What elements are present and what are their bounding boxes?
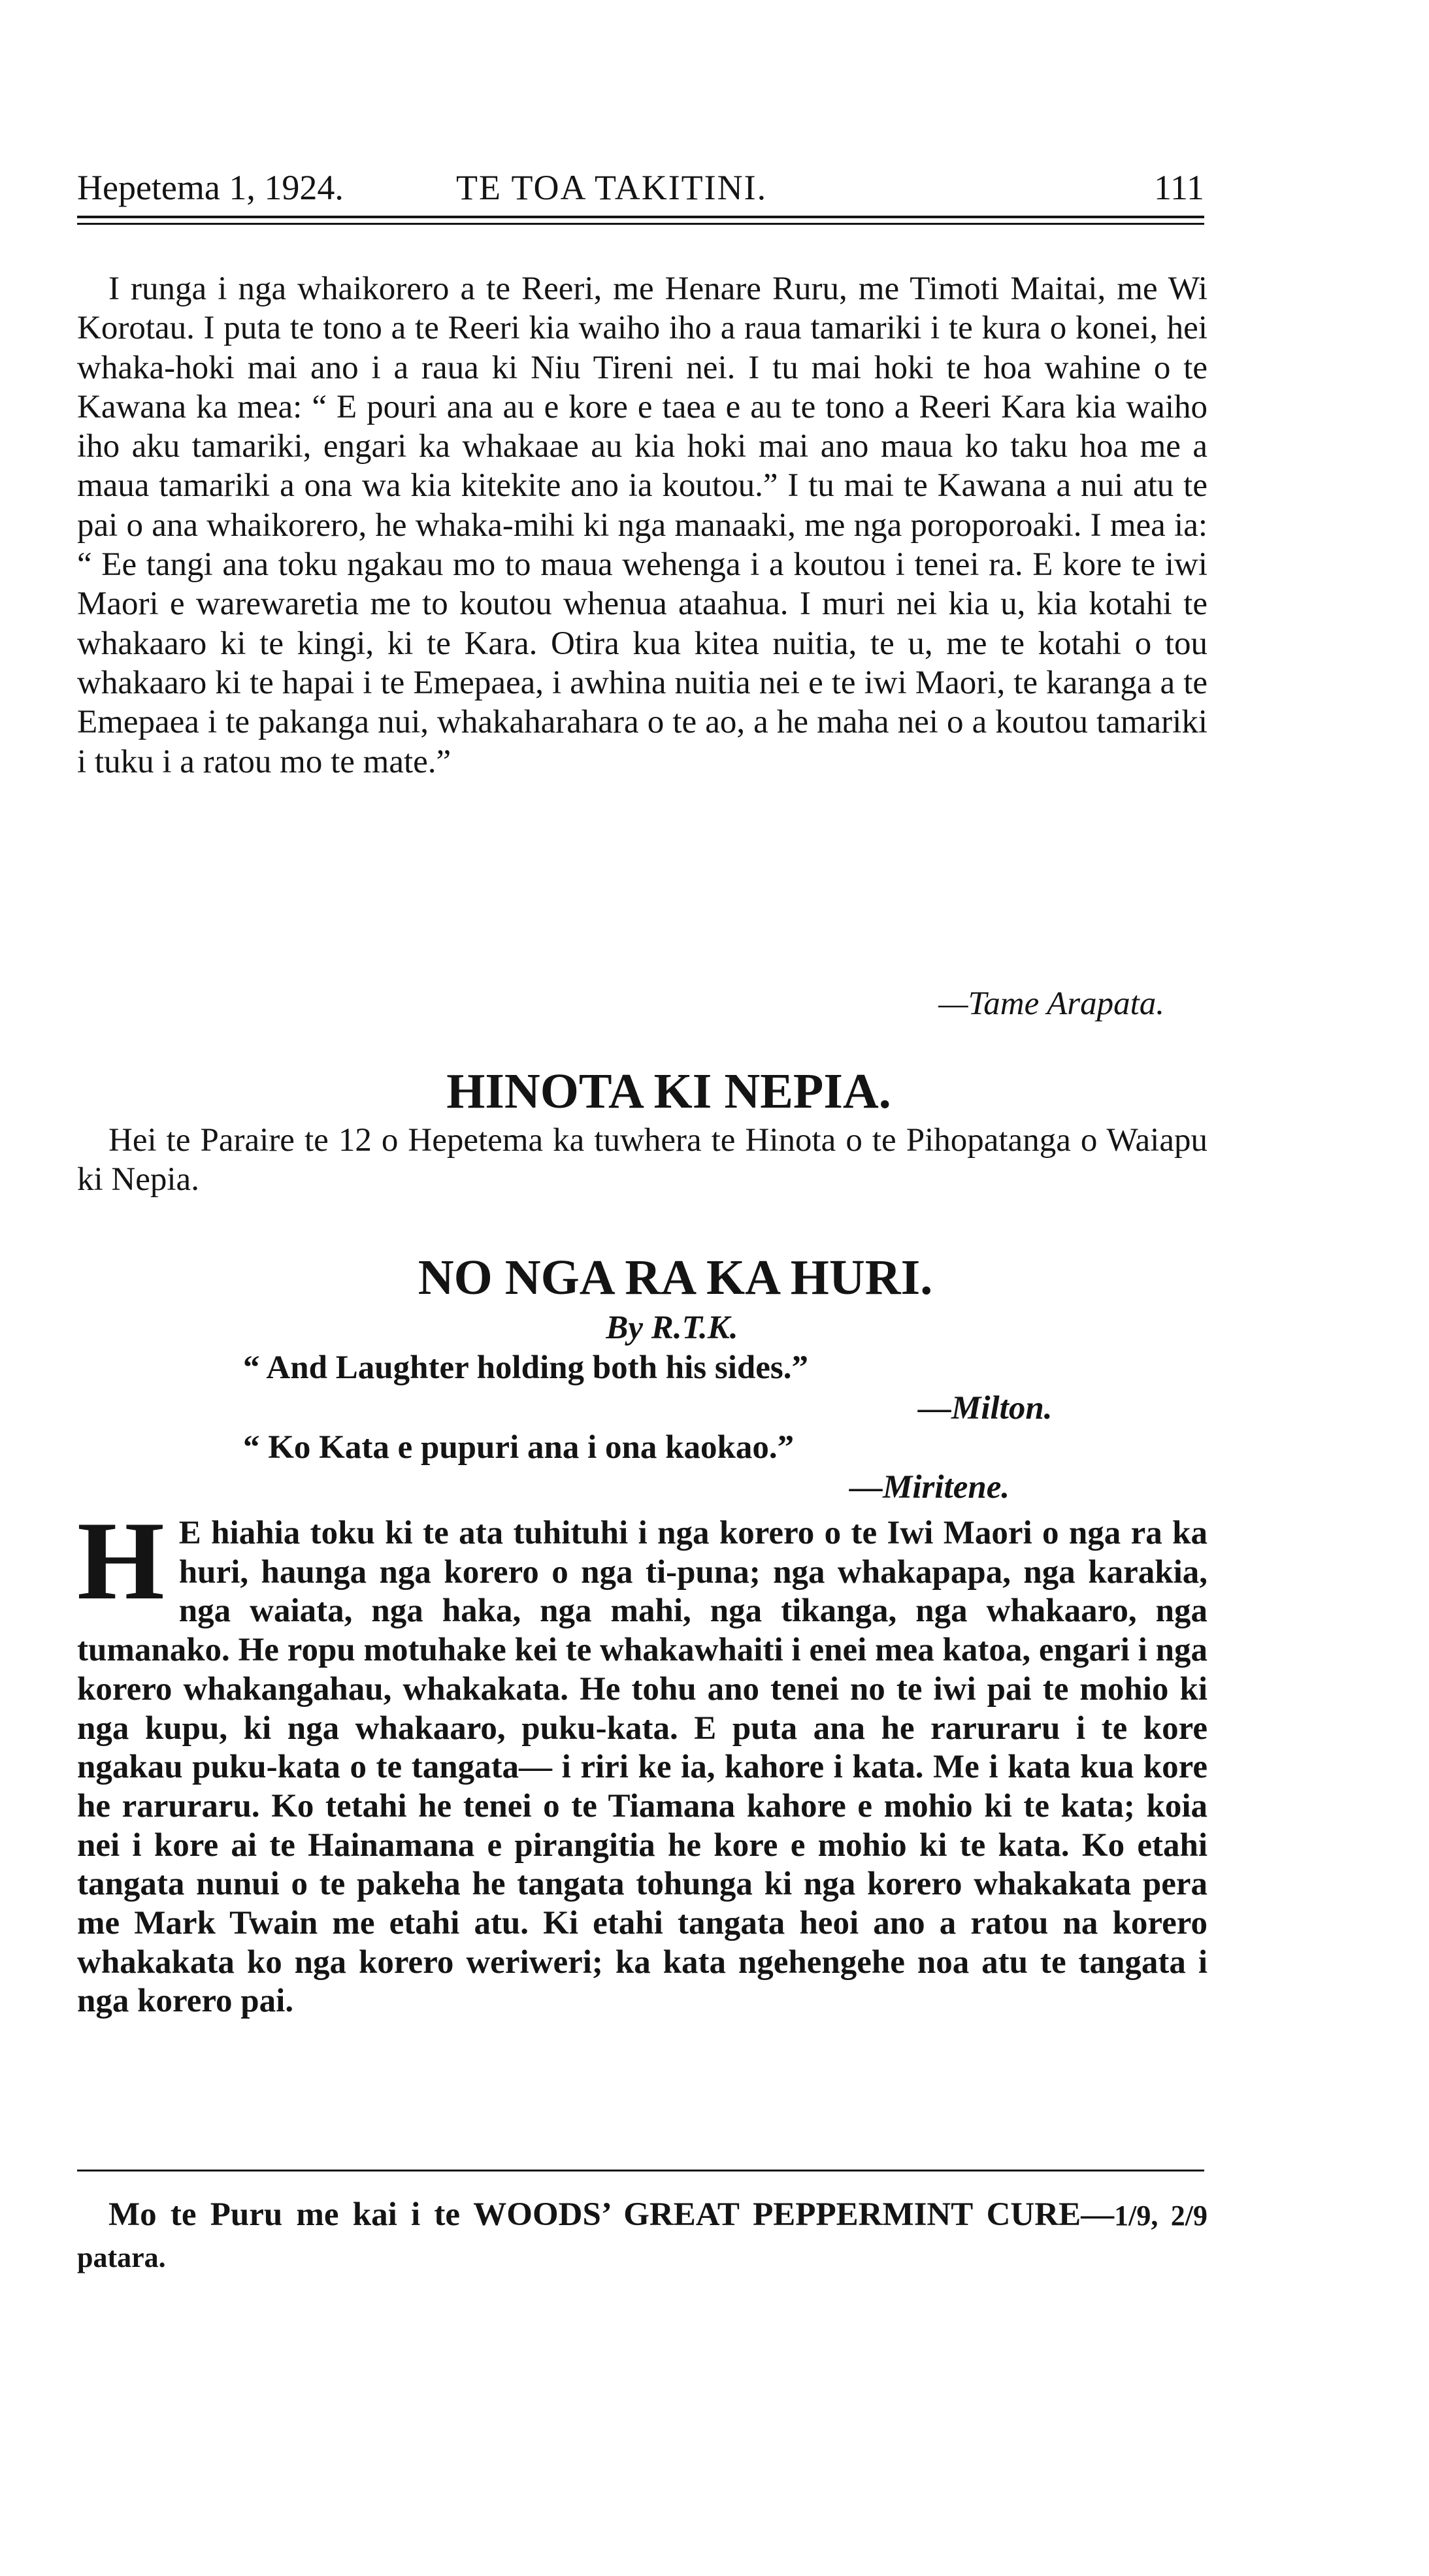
advert-paragraph xyxy=(77,2194,1207,2278)
drop-cap: H xyxy=(77,1499,165,1623)
epigraph-attribution-2: —Miritene. xyxy=(849,1469,1010,1506)
speech-paragraph xyxy=(77,269,1207,782)
advert-text: Mo te Puru me kai i te WOODS’ GREAT PEPPERMINT CURE— xyxy=(108,2196,1115,2233)
speech-signature: —Tame Arapata. xyxy=(938,985,1164,1022)
notice-text: Hei te Paraire te 12 o Hepetema ka tuwhera te Hinota o te Pihopatanga o Waiapu ki Nepia. xyxy=(77,1122,1207,1198)
publication-title: TE TOA TAKITINI. xyxy=(456,168,768,207)
running-head xyxy=(77,165,1204,210)
page-number: 111 xyxy=(1154,168,1204,207)
epigraph-quote-2: “ Ko Kata e pupuri ana i ona kaokao.” xyxy=(243,1429,795,1466)
epigraph-quote-1: “ And Laughter holding both his sides.” xyxy=(243,1349,808,1386)
article-body xyxy=(77,1499,1207,2021)
epigraph-attribution-1: —Milton. xyxy=(918,1390,1053,1427)
article-text: E hiahia toku ki te ata tuhituhi i nga korero o te Iwi Maori o nga ra ka huri, haunga nga korero o nga ti-puna; nga whakapapa, nga karakia, nga waiata, nga haka, nga mahi, nga tikanga, nga whakaaro, nga tumanako. He ropu motuhake kei te whakawhaiti i enei mea katoa, engari i nga korero whakangahau, whakakata. He tohu ano tenei no te iwi pai te mohio ki nga kupu, ki nga whakaaro, puku-kata. E puta ana he raruraru i te kore ngakau puku-kata o te tangata— i riri ke ia, kahore i kata. Me i kata kua kore he raruraru. Ko tetahi he tenei o te Tiamana kahore e mohio ki te kata; koia nei i kore ai te Hainamana e pirangitia he kore e mohio ki te kata. Ko etahi tangata nunui o te pakeha he tangata tohunga ki nga korero whakakata pera me Mark Twain me etahi atu. Ki etahi tangata heoi ano a ratou na korero whakakata ko nga korero weriweri; ka kata ngehengehe noa atu te tangata i nga korero pai. xyxy=(77,1515,1207,2020)
section-divider xyxy=(77,2170,1204,2171)
issue-date: Hepetema 1, 1924. xyxy=(77,168,344,207)
advertisement xyxy=(77,2194,1207,2278)
speech-text: I runga i nga whaikorero a te Reeri, me Henare Ruru, me Timoti Maitai, me Wi Korotau. I puta te tono a te Reeri kia waiho iho a raua tamariki i te kura o konei, hei whaka-hoki mai ano i a raua ki Niu Tireni nei. I tu mai hoki te hoa wahine o te Kawana ka mea: “ E pouri ana au e kore e taea e au te tono a Reeri Kara kia waiho iho aku tamariki, engari ka whakaae au kia hoki mai ano maua ko taku hoa me a maua tamariki a ona wa kia kitekite ano ia koutou.” I tu mai te Kawana a nui atu te pai o ana whaikorero, he whaka-mihi ki nga manaaki, me nga poroporoaki. I mea ia: “ Ee tangi ana toku ngakau mo to maua wehenga i a koutou i tenei ra. E kore te iwi Maori e warewaretia me to koutou whenua ataahua. I muri nei kia u, kia kotahi te whakaaro ki te kingi, ki te Kara. Otira kua kitea nuitia, te u, me te kotahi o tou whakaaro ki te hapai i te Emepaea, i awhina nuitia nei e te iwi Maori, te karanga a te Emepaea i te pakanga nui, whakaharahara o te ao, a he maha nei o a koutou tamariki i tuku i a ratou mo te mate.” xyxy=(77,271,1207,780)
notice-heading: HINOTA KI NEPIA. xyxy=(446,1064,891,1119)
article-byline: By R.T.K. xyxy=(606,1310,738,1346)
advert-price: 1/9, 2/9 patara. xyxy=(77,2200,1208,2273)
header-double-rule xyxy=(77,216,1204,225)
article-heading: NO NGA RA KA HURI. xyxy=(418,1250,933,1305)
notice-paragraph xyxy=(77,1121,1207,1200)
